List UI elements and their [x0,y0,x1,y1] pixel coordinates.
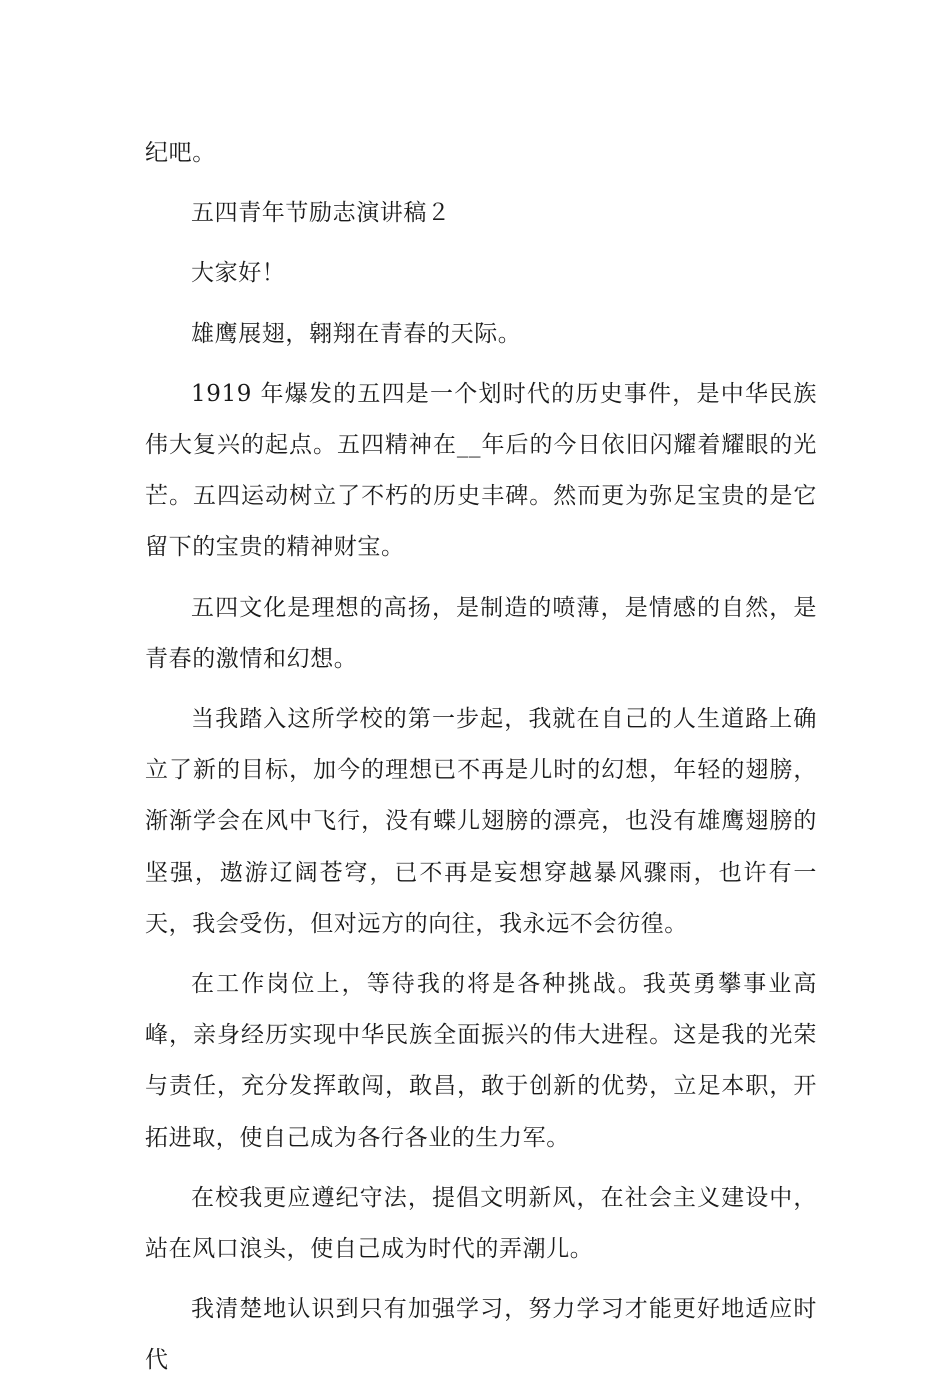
paragraph: 雄鹰展翅，翱翔在青春的天际。 [191,320,522,347]
paragraph: 在校我更应遵纪守法，提倡文明新风，在社会主义建设中，站在风口浪头，使自己成为时代的弄潮儿。 [145,1184,817,1263]
paragraph: 在工作岗位上，等待我的将是各种挑战。我英勇攀事业高峰，亲身经历实现中华民族全面振兴的伟大进程。这是我的光荣与责任，充分发挥敢闯，敢昌，敢于创新的优势，立足本职，开拓进取，使自己成为各行各业的生力军。 [145,971,817,1151]
paragraph-continuation: 纪吧。 [145,140,216,166]
speech-title: 五四青年节励志演讲稿２ [191,200,451,227]
paragraph: 当我踏入这所学校的第一步起，我就在自己的人生道路上确立了新的目标，加今的理想已不再是儿时的幻想，年轻的翅膀，渐渐学会在风中飞行，没有蝶儿翅膀的漂亮，也没有雄鹰翅膀的坚强，遨游辽阔苍穹，已不再是妄想穿越暴风骤雨，也许有一天，我会受伤，但对远方的向往，我永远不会彷徨。 [145,706,817,937]
paragraph: 五四文化是理想的高扬，是制造的喷薄，是情感的自然，是青春的激情和幻想。 [145,594,817,672]
greeting-paragraph: 大家好！ [191,260,286,287]
document-body [145,128,817,1396]
paragraph: 我清楚地认识到只有加强学习，努力学习才能更好地适应时代 [145,1296,817,1374]
paragraph: 1919 年爆发的五四是一个划时代的历史事件，是中华民族伟大复兴的起点。五四精神在__年后的今日依旧闪耀着耀眼的光芒。五四运动树立了不朽的历史丰碑。然而更为弥足宝贵的是它留下的宝贵的精神财宝。 [145,380,817,561]
